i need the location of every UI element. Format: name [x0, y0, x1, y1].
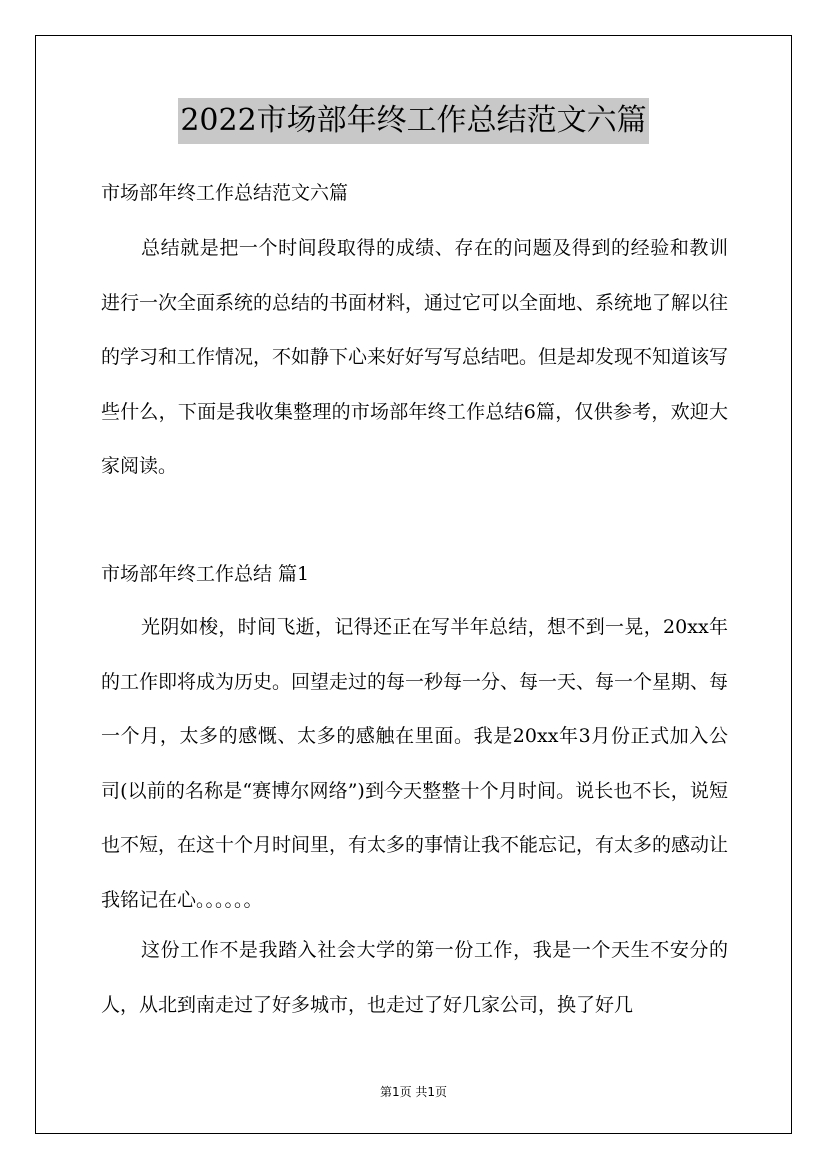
- document-subtitle: 市场部年终工作总结范文六篇: [101, 182, 349, 204]
- section-heading: 市场部年终工作总结 篇1: [101, 563, 310, 585]
- page-footer: 第1页 共1页: [379, 1085, 448, 1099]
- intro-paragraph: 总结就是把一个时间段取得的成绩、存在的问题及得到的经验和教训进行一次全面系统的总结的书面材料，通过它可以全面地、系统地了解以往的学习和工作情况，不如静下心来好好写写总结吧。但是却发现不知道该写些什么，下面是我收集整理的市场部年终工作总结6篇，仅供参考，欢迎大家阅读。: [101, 237, 729, 477]
- document-title: 2022市场部年终工作总结范文六篇: [178, 98, 648, 144]
- title-wrap: [0, 98, 827, 144]
- body-paragraph-1: 光阴如梭，时间飞逝，记得还正在写半年总结，想不到一晃，20xx年的工作即将成为历史。回望走过的每一秒每一分、每一天、每一个星期、每一个月，太多的感慨、太多的感触在里面。我是20xx年3月份正式加入公司(以前的名称是“赛博尔网络”)到今天整整十个月时间。说长也不长，说短也不短，在这十个月时间里，有太多的事情让我不能忘记，有太多的感动让我铭记在心。。。。。。: [101, 616, 729, 911]
- body-paragraph-2: 这份工作不是我踏入社会大学的第一份工作，我是一个天生不安分的人，从北到南走过了好多城市，也走过了好几家公司，换了好几: [101, 939, 728, 1016]
